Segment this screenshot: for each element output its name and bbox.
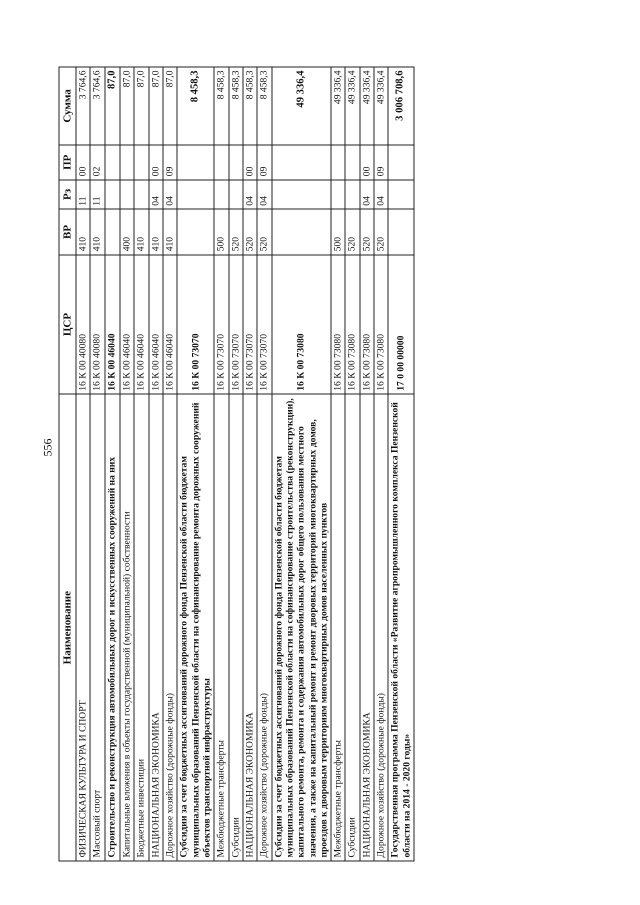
cell-name: Государственная программа Пензенской области «Развитие агропромышленного комплекса Пензенской области на 2014 - 2020 годы» xyxy=(388,394,414,861)
cell-vr: 500 xyxy=(331,209,345,255)
cell-name: ФИЗИЧЕСКАЯ КУЛЬТУРА И СПОРТ xyxy=(76,394,90,861)
table-row xyxy=(120,67,134,861)
cell-rz: 04 xyxy=(257,180,271,210)
cell-vr: 520 xyxy=(257,209,271,255)
cell-csr: 16 К 00 73070 xyxy=(214,255,228,394)
header-csr: ЦСР xyxy=(59,255,76,394)
cell-pr xyxy=(272,145,332,180)
table-row xyxy=(272,67,332,861)
cell-name: Строительство и реконструкция автомобильных дорог и искусственных сооружений на них xyxy=(105,394,121,861)
cell-csr: 16 К 00 40080 xyxy=(90,255,104,394)
cell-vr: 500 xyxy=(214,209,228,255)
cell-pr: 00 xyxy=(360,145,374,180)
cell-rz xyxy=(214,180,228,210)
cell-pr xyxy=(214,145,228,180)
cell-csr: 16 К 00 73080 xyxy=(374,255,388,394)
cell-rz xyxy=(134,180,148,210)
cell-csr: 16 К 00 73080 xyxy=(345,255,359,394)
budget-table-sheet xyxy=(59,67,594,862)
cell-vr: 410 xyxy=(149,209,163,255)
cell-vr xyxy=(177,209,214,255)
cell-name: Дорожное хозяйство (дорожные фонды) xyxy=(257,394,271,861)
cell-csr: 16 К 00 73080 xyxy=(331,255,345,394)
cell-sum: 87,0 xyxy=(134,67,148,145)
cell-pr: 00 xyxy=(76,145,90,180)
cell-sum: 8 458,3 xyxy=(214,67,228,145)
budget-table xyxy=(59,67,415,862)
table-row xyxy=(257,67,271,861)
cell-csr: 16 К 00 73070 xyxy=(243,255,257,394)
cell-name: Субсидии xyxy=(345,394,359,861)
cell-pr: 09 xyxy=(257,145,271,180)
cell-sum: 49 336,4 xyxy=(272,67,332,145)
header-rz: Рз xyxy=(59,180,76,210)
table-row xyxy=(134,67,148,861)
cell-sum: 87,0 xyxy=(149,67,163,145)
cell-rz xyxy=(105,180,121,210)
cell-vr xyxy=(105,209,121,255)
cell-name: Субсидии xyxy=(229,394,243,861)
cell-name: НАЦИОНАЛЬНАЯ ЭКОНОМИКА xyxy=(360,394,374,861)
cell-csr: 16 К 00 73070 xyxy=(229,255,243,394)
cell-sum: 87,0 xyxy=(105,67,121,145)
cell-vr: 520 xyxy=(243,209,257,255)
cell-sum: 49 336,4 xyxy=(360,67,374,145)
cell-name: Межбюджетные трансферты xyxy=(214,394,228,861)
header-pr: ПР xyxy=(59,145,76,180)
cell-csr: 16 К 00 73080 xyxy=(360,255,374,394)
cell-rz xyxy=(388,180,414,210)
table-row xyxy=(105,67,121,861)
cell-rz: 04 xyxy=(243,180,257,210)
table-row xyxy=(229,67,243,861)
table-row xyxy=(214,67,228,861)
cell-rz: 11 xyxy=(90,180,104,210)
cell-sum: 8 458,3 xyxy=(243,67,257,145)
cell-rz: 04 xyxy=(374,180,388,210)
cell-pr xyxy=(345,145,359,180)
table-row xyxy=(90,67,104,861)
cell-sum: 49 336,4 xyxy=(331,67,345,145)
cell-csr: 16 К 00 73070 xyxy=(177,255,214,394)
cell-rz xyxy=(229,180,243,210)
cell-sum: 87,0 xyxy=(120,67,134,145)
cell-sum: 8 458,3 xyxy=(229,67,243,145)
cell-vr: 520 xyxy=(229,209,243,255)
cell-vr xyxy=(272,209,332,255)
cell-rz xyxy=(345,180,359,210)
cell-csr: 16 К 00 46040 xyxy=(163,255,177,394)
table-row xyxy=(374,67,388,861)
cell-csr: 16 К 00 40080 xyxy=(76,255,90,394)
cell-name: Дорожное хозяйство (дорожные фонды) xyxy=(374,394,388,861)
cell-pr xyxy=(331,145,345,180)
cell-rz xyxy=(120,180,134,210)
cell-csr: 16 К 00 73080 xyxy=(272,255,332,394)
table-row xyxy=(331,67,345,861)
cell-name: Капитальные вложения в объекты государственной (муниципальной) собственности xyxy=(120,394,134,861)
cell-vr: 520 xyxy=(374,209,388,255)
table-row xyxy=(177,67,214,861)
table-row xyxy=(163,67,177,861)
cell-sum: 3 764,6 xyxy=(90,67,104,145)
cell-csr: 16 К 00 46040 xyxy=(120,255,134,394)
cell-name: Бюджетные инвестиции xyxy=(134,394,148,861)
header-sum: Сумма xyxy=(59,67,76,145)
cell-pr xyxy=(105,145,121,180)
cell-csr: 17 0 00 00000 xyxy=(388,255,414,394)
cell-name: НАЦИОНАЛЬНАЯ ЭКОНОМИКА xyxy=(149,394,163,861)
cell-pr xyxy=(134,145,148,180)
cell-sum: 3 006 708,6 xyxy=(388,67,414,145)
cell-pr: 00 xyxy=(149,145,163,180)
cell-sum: 8 458,3 xyxy=(257,67,271,145)
cell-name: Межбюджетные трансферты xyxy=(331,394,345,861)
cell-sum: 8 458,3 xyxy=(177,67,214,145)
table-header-row xyxy=(59,67,76,861)
header-name: Наименование xyxy=(59,394,76,861)
table-row xyxy=(360,67,374,861)
table-row xyxy=(243,67,257,861)
table-row xyxy=(345,67,359,861)
cell-rz xyxy=(272,180,332,210)
cell-name: Массовый спорт xyxy=(90,394,104,861)
cell-sum: 49 336,4 xyxy=(374,67,388,145)
cell-name: Субсидии за счет бюджетных ассигнований дорожного фонда Пензенской области бюджетам муниципальных образований Пензенской области на софинансирование ремонта дорожных сооружений объектов транспортной инфраструктуры xyxy=(177,394,214,861)
cell-pr xyxy=(229,145,243,180)
table-row xyxy=(76,67,90,861)
cell-name: НАЦИОНАЛЬНАЯ ЭКОНОМИКА xyxy=(243,394,257,861)
cell-name: Субсидии за счет бюджетных ассигнований дорожного фонда Пензенской области бюджетам муниципальных образований Пензенской области на софинансирование строительства (реконструкции), капитального ремонта, ремонта и содержания автомобильных дорог общего пользования местного значения, а также на капитальный ремонт и ремонт дворовых территорий многоквартирных домов, проездов к дворовым территориям многоквартирных домов населенных пунктов xyxy=(272,394,332,861)
cell-rz: 04 xyxy=(149,180,163,210)
cell-pr: 00 xyxy=(243,145,257,180)
table-row xyxy=(149,67,163,861)
cell-vr: 410 xyxy=(76,209,90,255)
cell-csr: 16 К 00 46040 xyxy=(134,255,148,394)
cell-pr: 02 xyxy=(90,145,104,180)
cell-name: Дорожное хозяйство (дорожные фонды) xyxy=(163,394,177,861)
cell-rz xyxy=(331,180,345,210)
table-row xyxy=(388,67,414,861)
cell-pr xyxy=(120,145,134,180)
table-body xyxy=(76,67,414,861)
cell-vr xyxy=(388,209,414,255)
cell-vr: 520 xyxy=(360,209,374,255)
cell-rz: 04 xyxy=(360,180,374,210)
cell-pr: 09 xyxy=(163,145,177,180)
cell-rz xyxy=(177,180,214,210)
cell-csr: 16 К 00 46040 xyxy=(149,255,163,394)
page-number: 556 xyxy=(40,438,55,457)
cell-sum: 49 336,4 xyxy=(345,67,359,145)
cell-pr xyxy=(388,145,414,180)
cell-sum: 87,0 xyxy=(163,67,177,145)
cell-csr: 16 К 00 46040 xyxy=(105,255,121,394)
cell-vr: 520 xyxy=(345,209,359,255)
cell-pr: 09 xyxy=(374,145,388,180)
cell-vr: 410 xyxy=(163,209,177,255)
cell-csr: 16 К 00 73070 xyxy=(257,255,271,394)
cell-vr: 410 xyxy=(90,209,104,255)
cell-vr: 410 xyxy=(134,209,148,255)
cell-pr xyxy=(177,145,214,180)
cell-sum: 3 764,6 xyxy=(76,67,90,145)
cell-rz: 11 xyxy=(76,180,90,210)
cell-vr: 400 xyxy=(120,209,134,255)
header-vr: ВР xyxy=(59,209,76,255)
cell-rz: 04 xyxy=(163,180,177,210)
